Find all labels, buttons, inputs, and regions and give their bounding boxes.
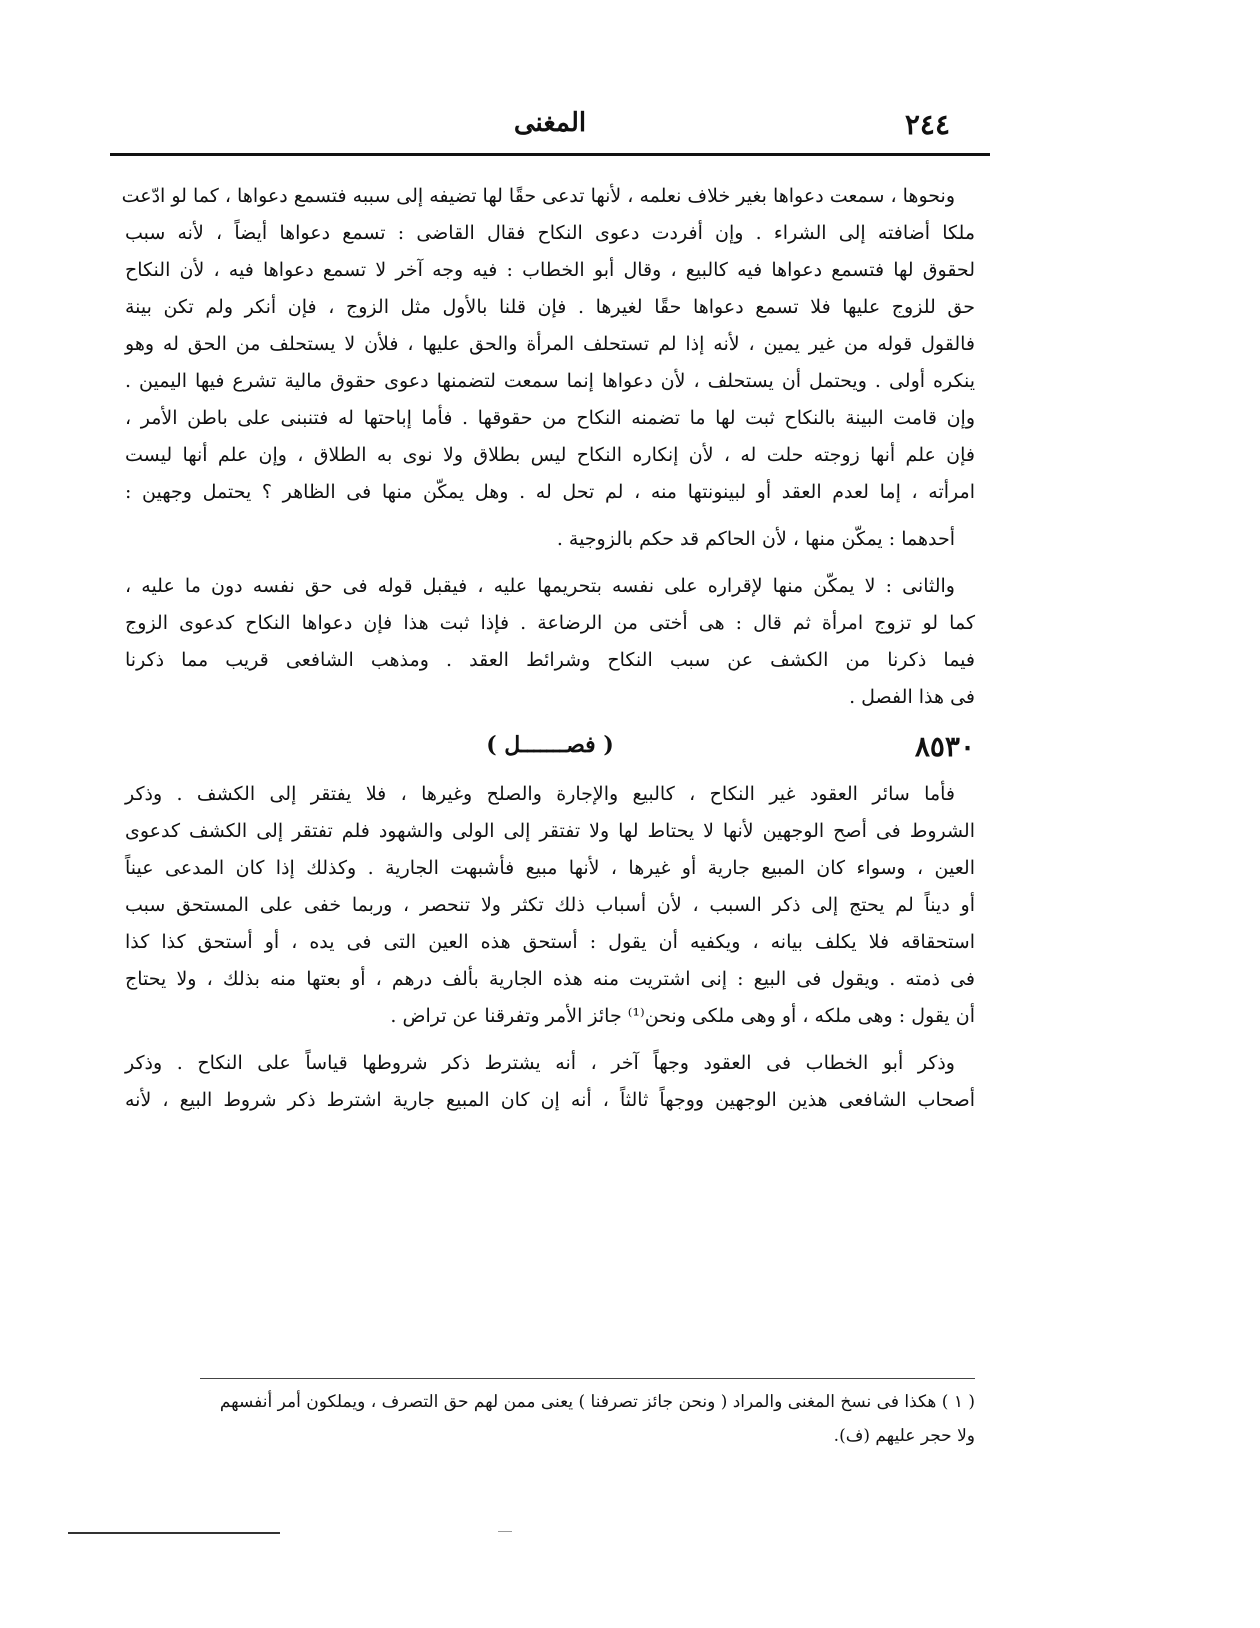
text-line: كما لو تزوج امرأة ثم قال : هى أختى من الرضاعة . فإذا ثبت هذا فإن دعواها النكاح كدعوى الزوج bbox=[125, 612, 975, 634]
text-line: استحقاقه فلا يكلف بيانه ، ويكفيه أن يقول : أستحق هذه العين التى فى يده ، أو أستحق كذا كذا bbox=[125, 931, 975, 953]
spacer bbox=[125, 558, 975, 568]
text-line: لحقوق لها فتسمع دعواها فيه كالبيع ، وقال أبو الخطاب : فيه وجه آخر لا تسمع دعواها فيه ، لأن النكاح bbox=[125, 259, 975, 281]
option-one: أحدهما : يمكّن منها ، لأن الحاكم قد حكم بالزوجية . bbox=[556, 528, 955, 550]
spacer bbox=[125, 511, 975, 521]
text-line: ينكره أولى . ويحتمل أن يستحلف ، لأن دعواها إنما سمعت لتضمنها دعوى حقوق مالية تشرع فيها اليمين . bbox=[125, 370, 975, 392]
text-line: فى هذا الفصل . bbox=[849, 686, 975, 708]
text-line: امرأته ، إما لعدم العقد أو لبينونتها منه ، لم تحل له . وهل يمكّن منها فى الظاهر ؟ يحتمل وجهين : bbox=[125, 481, 975, 503]
bottom-rule bbox=[68, 1532, 280, 1534]
page-number: ٢٤٤ bbox=[904, 108, 950, 141]
footnotes bbox=[125, 1385, 975, 1453]
text-line: فيما ذكرنا من الكشف عن سبب النكاح وشرائط العقد . ومذهب الشافعى قريب مما ذكرنا bbox=[125, 649, 975, 671]
text-line: حق للزوج عليها فلا تسمع دعواها حقًا لغيرها . فإن قلنا بالأول مثل الزوج ، فإن أنكر ولم تكن بينة bbox=[125, 296, 975, 318]
text-line: العين ، وسواء كان المبيع جارية أو غيرها ، لأنها مبيع فأشبهت الجارية . وكذلك إذا كان المدعى عيناً bbox=[125, 857, 975, 879]
footnote-line: ( ١ ) هكذا فى نسخ المغنى والمراد ( ونحن جائز تصرفنا ) يعنى ممن لهم حق التصرف ، ويملكون أمر أنفسهم bbox=[219, 1392, 975, 1412]
footnote-line: ولا حجر عليهم (ف). bbox=[833, 1426, 975, 1446]
text-line: أصحاب الشافعى هذين الوجهين ووجهاً ثالثاً ، أنه إن كان المبيع جارية اشترط ذكر شروط البيع ، لأنه bbox=[125, 1089, 975, 1111]
text-line: فالقول قوله من غير يمين ، لأنه إذا لم تستحلف المرأة والحق عليها ، فلأن لا يستحلف من الحق له وهو bbox=[125, 333, 975, 355]
paragraph-1 bbox=[121, 178, 975, 511]
text-line: والثانى : لا يمكّن منها لإقراره على نفسه بتحريمها عليه ، فيقبل قوله فى حق نفسه دون ما عليه ، bbox=[125, 575, 955, 597]
option-two bbox=[125, 568, 975, 716]
main-text bbox=[121, 178, 975, 1119]
text-line: وإن قامت البينة بالنكاح ثبت لها ما تضمنه النكاح من حقوقها . فأما إباحتها له فتنبنى على باطن الأمر ، bbox=[125, 407, 975, 429]
text-line: وذكر أبو الخطاب فى العقود وجهاً آخر ، أنه يشترط ذكر شروطها قياساً على النكاح . وذكر bbox=[125, 1052, 955, 1074]
footnote-rule bbox=[200, 1378, 975, 1379]
text-line: أن يقول : وهى ملكه ، أو وهى ملكى ونحن⁽¹⁾ جائز الأمر وتفرقنا عن تراض . bbox=[390, 1005, 975, 1027]
text-line: ونحوها ، سمعت دعواها بغير خلاف نعلمه ، لأنها تدعى حقًا لها تضيفه إلى سببه فتسمع دعواها ، كما لو ادّعت bbox=[121, 185, 955, 207]
text-line: فأما سائر العقود غير النكاح ، كالبيع والإجارة والصلح وغيرها ، فلا يفتقر إلى الكشف . وذكر bbox=[125, 783, 955, 805]
text-line: ملكا أضافته إلى الشراء . وإن أفردت دعوى النكاح فقال القاضى : تسمع دعواها أيضاً ، لأنه سبب bbox=[125, 222, 975, 244]
bottom-mark bbox=[498, 1531, 512, 1532]
running-title: المغنى bbox=[513, 108, 587, 138]
text-line: الشروط فى أصح الوجهين لأنها لا يحتاط لها ولا تفتقر إلى الولى والشهود فلم تفتقر إلى الكشف كدعوى bbox=[125, 820, 975, 842]
spacer bbox=[125, 1035, 975, 1045]
text-line: فإن علم أنها زوجته حلت له ، لأن إنكاره النكاح ليس بطلاق ولا نوى به الطلاق ، وإن علم أنها ليست bbox=[125, 444, 975, 466]
section-number: ٨٥٣٠ bbox=[914, 730, 975, 763]
section-heading bbox=[125, 724, 975, 774]
text-line: أو ديناً لم يحتج إلى ذكر السبب ، لأن أسباب ذلك تكثر ولا تنحصر ، وربما خفى على المستحق سبب bbox=[125, 894, 975, 916]
paragraph-2 bbox=[125, 776, 975, 1035]
text-line: فى ذمته . ويقول فى البيع : إنى اشتريت منه هذه الجارية بألف درهم ، أو بعتها منه بذلك ، ولا يحتاج bbox=[125, 968, 975, 990]
section-title: ( فصـــــــل ) bbox=[486, 732, 614, 758]
header-rule bbox=[110, 153, 990, 156]
page-header bbox=[110, 108, 990, 148]
paragraph-3 bbox=[125, 1045, 975, 1119]
